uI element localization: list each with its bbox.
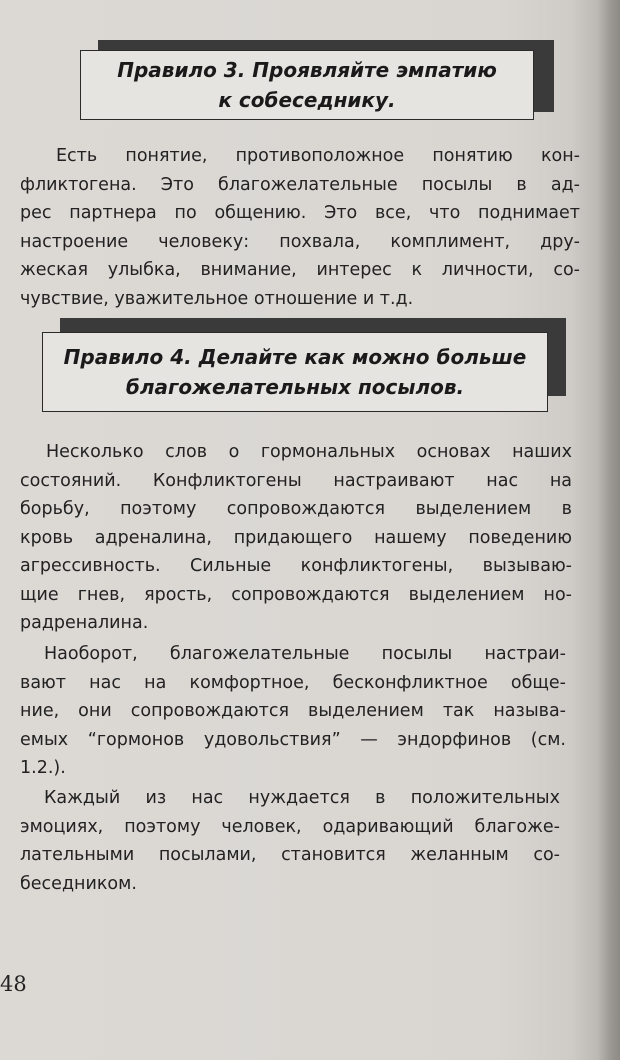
rule-3-title: Правило 3. Проявляйте эмпатию (117, 58, 497, 82)
book-spine-shadow (598, 0, 620, 1060)
paragraph-4 (20, 784, 560, 898)
paragraph-line: беседником. (20, 873, 137, 894)
paragraph-line: настроение человеку: похвала, комплимент, дру- (20, 231, 580, 252)
paragraph-line: ние, они сопровождаются выделением так называ- (20, 701, 566, 721)
paragraph-line: радреналина. (20, 613, 149, 633)
paragraph-3 (20, 640, 566, 783)
paragraph-1 (20, 142, 580, 313)
paragraph-line: 1.2.). (20, 758, 66, 778)
paragraph-line: Есть понятие, противоположное понятию кон- (56, 146, 580, 166)
rule-4-box (42, 318, 566, 412)
paragraph-2 (20, 438, 572, 638)
page-number: 48 (0, 972, 27, 996)
paragraph-line: вают нас на комфортное, бесконфликтное обще- (20, 672, 566, 693)
paragraph-line: состояний. Конфликтогены настраивают нас на (20, 470, 572, 491)
rule-3-frame (80, 50, 534, 120)
rule-4-frame (42, 332, 548, 412)
paragraph-line: Несколько слов о гормональных основах наших (46, 442, 572, 462)
paragraph-line: агрессивность. Сильные конфликтогены, вызываю- (20, 556, 572, 576)
paragraph-line: рес партнера по общению. Это все, что поднимает (20, 203, 580, 223)
paragraph-line: борьбу, поэтому сопровождаются выделением в (20, 499, 572, 519)
paragraph-line: эмоциях, поэтому человек, одаривающий благоже- (20, 816, 560, 837)
paragraph-line: Наоборот, благожелательные посылы настраи- (44, 644, 566, 664)
rule-3-subtitle: к собеседнику. (218, 88, 396, 112)
rule-4-subtitle: благожелательных посылов. (125, 375, 465, 399)
paragraph-line: кровь адреналина, придающего нашему поведению (20, 527, 572, 548)
paragraph-line: емых “гормонов удовольствия” — эндорфинов (см. (20, 729, 566, 750)
rule-3-box (80, 40, 554, 112)
rule-4-title: Правило 4. Делайте как можно больше (63, 345, 527, 369)
paragraph-line: жеская улыбка, внимание, интерес к личности, со- (20, 260, 580, 280)
paragraph-line: Каждый из нас нуждается в положительных (44, 788, 560, 808)
paragraph-line: щие гнев, ярость, сопровождаются выделением но- (20, 584, 572, 605)
paragraph-line: лательными посылами, становится желанным со- (20, 845, 560, 865)
paragraph-line: чувствие, уважительное отношение и т.д. (20, 288, 414, 309)
paragraph-line: фликтогена. Это благожелательные посылы в ад- (20, 174, 580, 195)
